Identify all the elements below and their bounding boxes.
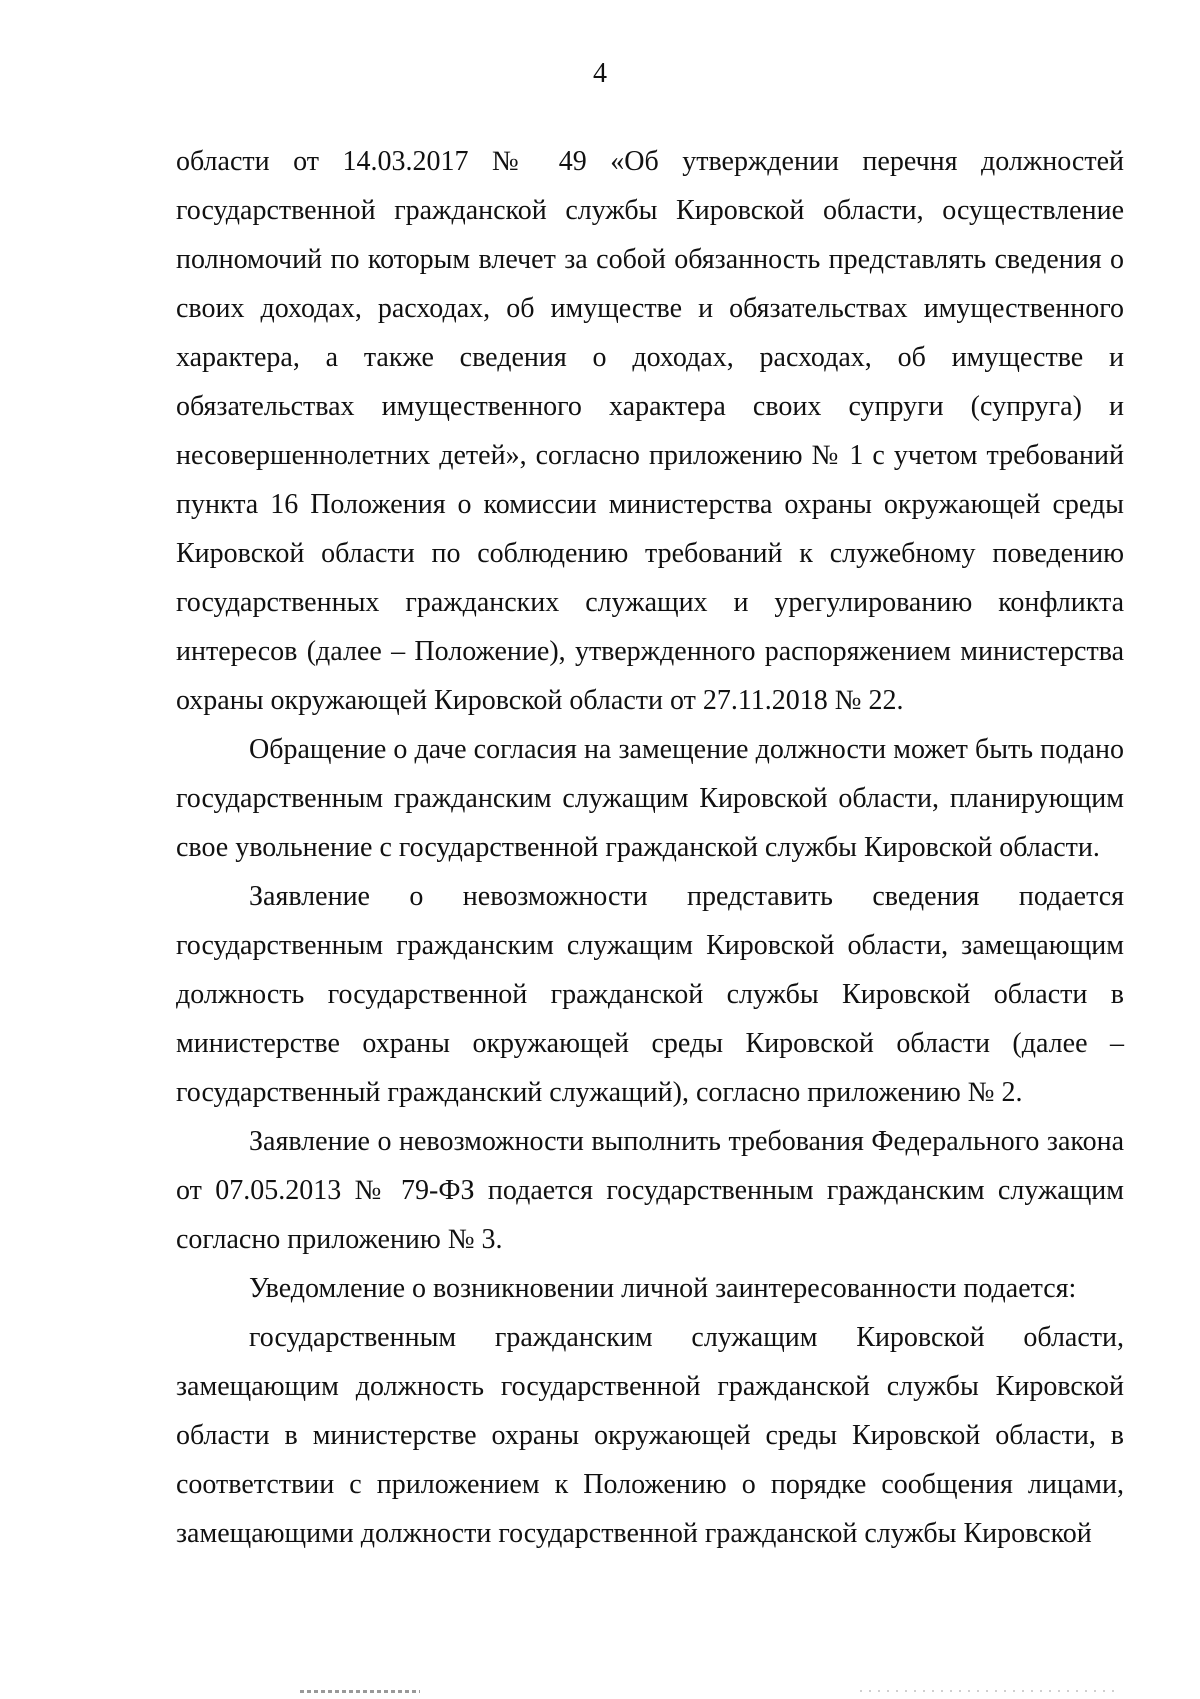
page-number: 4 xyxy=(593,58,607,89)
paragraph-statement-federal-law: Заявление о невозможности выполнить требования Федерального закона от 07.05.2013 № 79-ФЗ подается государственным гражданским служащим согласно приложению № 3. xyxy=(176,1126,1124,1255)
paragraph-continuation: области от 14.03.2017 № 49 «Об утверждении перечня должностей государственной гражданской службы Кировской области, осуществление полномочий по которым влечет за собой обязанность представлять сведения о своих доходах, расходах, об имуществе и обязательствах имущественного характера, а также сведения о доходах, расходах, об имуществе и обязательствах имущественного характера своих супруги (супруга) и несовершеннолетних детей», согласно приложению № 1 с учетом требований пункта 16 Положения о комиссии министерства охраны окружающей среды Кировской области по соблюдению требований к служебному поведению государственных гражданских служащих и урегулированию конфликта интересов (далее – Положение), утвержденного распоряжением министерства охраны окружающей Кировской области от 27.11.2018 № 22. xyxy=(176,146,1124,716)
scan-edge-mark xyxy=(860,1690,1120,1692)
paragraph-notification-intro: Уведомление о возникновении личной заинтересованности подается: xyxy=(249,1273,1077,1304)
document-body xyxy=(176,137,1124,1558)
paragraph-consent-request: Обращение о даче согласия на замещение должности может быть подано государственным гражданским служащим Кировской области, планирующим свое увольнение с государственной гражданской службы Кировской области. xyxy=(176,734,1124,863)
paragraph-statement-information: Заявление о невозможности представить сведения подается государственным гражданским служащим Кировской области, замещающим должность государственной гражданской службы Кировской области в министерстве охраны окружающей среды Кировской области (далее – государственный гражданский служащий), согласно приложению № 2. xyxy=(176,881,1124,1108)
scan-edge-mark xyxy=(300,1690,420,1693)
paragraph-notification-civil-servants: государственным гражданским служащим Кировской области, замещающим должность государственной гражданской службы Кировской области в министерстве охраны окружающей среды Кировской области, в соответствии с приложением к Положению о порядке сообщения лицами, замещающими должности государственной гражданской службы Кировской xyxy=(176,1322,1124,1549)
